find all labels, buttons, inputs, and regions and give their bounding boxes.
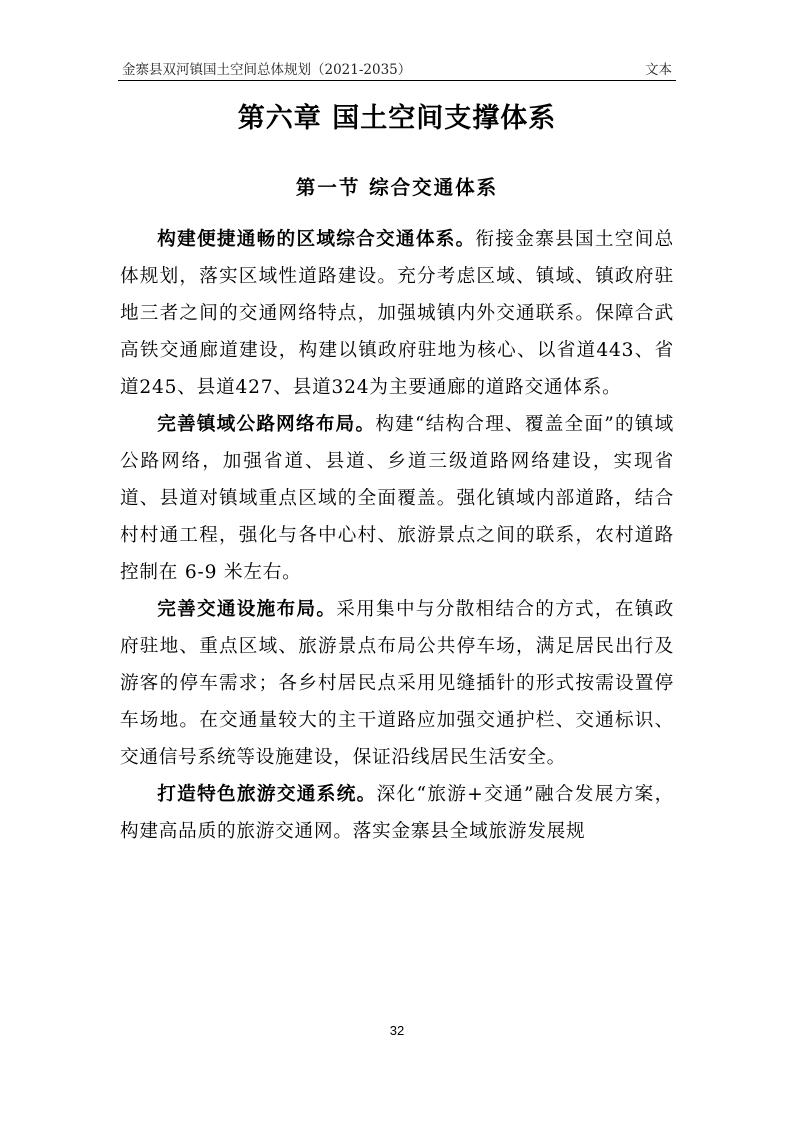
paragraph [120,776,674,850]
chapter-title: 第六章 国土空间支撑体系 [237,103,557,134]
paragraph-text: 构建“结构合理、覆盖全面”的镇域公路网络，加强省道、县道、乡道三级道路网络建设，实现省道、县道对镇域重点区域的全面覆盖。强化镇域内部道路，结合村村通工程，强化与各中心村、旅游景点之间的联系，农村道路控制在 6-9 米左右。 [120,414,674,583]
paragraph-lead: 构建便捷通畅的区域综合交通体系。 [157,229,476,250]
paragraph-lead: 打造特色旅游交通系统。 [157,784,377,805]
paragraph-text: 深化“旅游+交通”融合发展方案，构建高品质的旅游交通网。落实金寨县全域旅游发展规 [120,784,674,842]
section-title: 第一节 综合交通体系 [295,176,499,199]
paragraph-text: 衔接金寨县国土空间总体规划，落实区域性道路建设。充分考虑区域、镇域、镇政府驻地三者之间的交通网络特点，加强城镇内外交通联系。保障合武高铁交通廊道建设，构建以镇政府驻地为核心、以省道443、省道245、县道427、县道324为主要通廊的道路交通体系。 [120,229,674,398]
header-rule [118,80,676,81]
paragraph [120,406,674,591]
paragraph [120,221,674,406]
page-number: 32 [389,1023,405,1038]
running-header [118,58,676,80]
header-doc-type: 文本 [645,62,672,78]
paragraph-lead: 完善镇域公路网络布局。 [157,414,376,435]
body-text [120,221,674,850]
header-title: 金寨县双河镇国土空间总体规划（2021-2035） [122,62,412,78]
paragraph-lead: 完善交通设施布局。 [157,599,337,620]
paragraph [120,591,674,776]
paragraph-text: 采用集中与分散相结合的方式，在镇政府驻地、重点区域、旅游景点布局公共停车场，满足居民出行及游客的停车需求；各乡村居民点采用见缝插针的形式按需设置停车场地。在交通量较大的主干道路应加强交通护栏、交通标识、交通信号系统等设施建设，保证沿线居民生活安全。 [120,599,675,768]
